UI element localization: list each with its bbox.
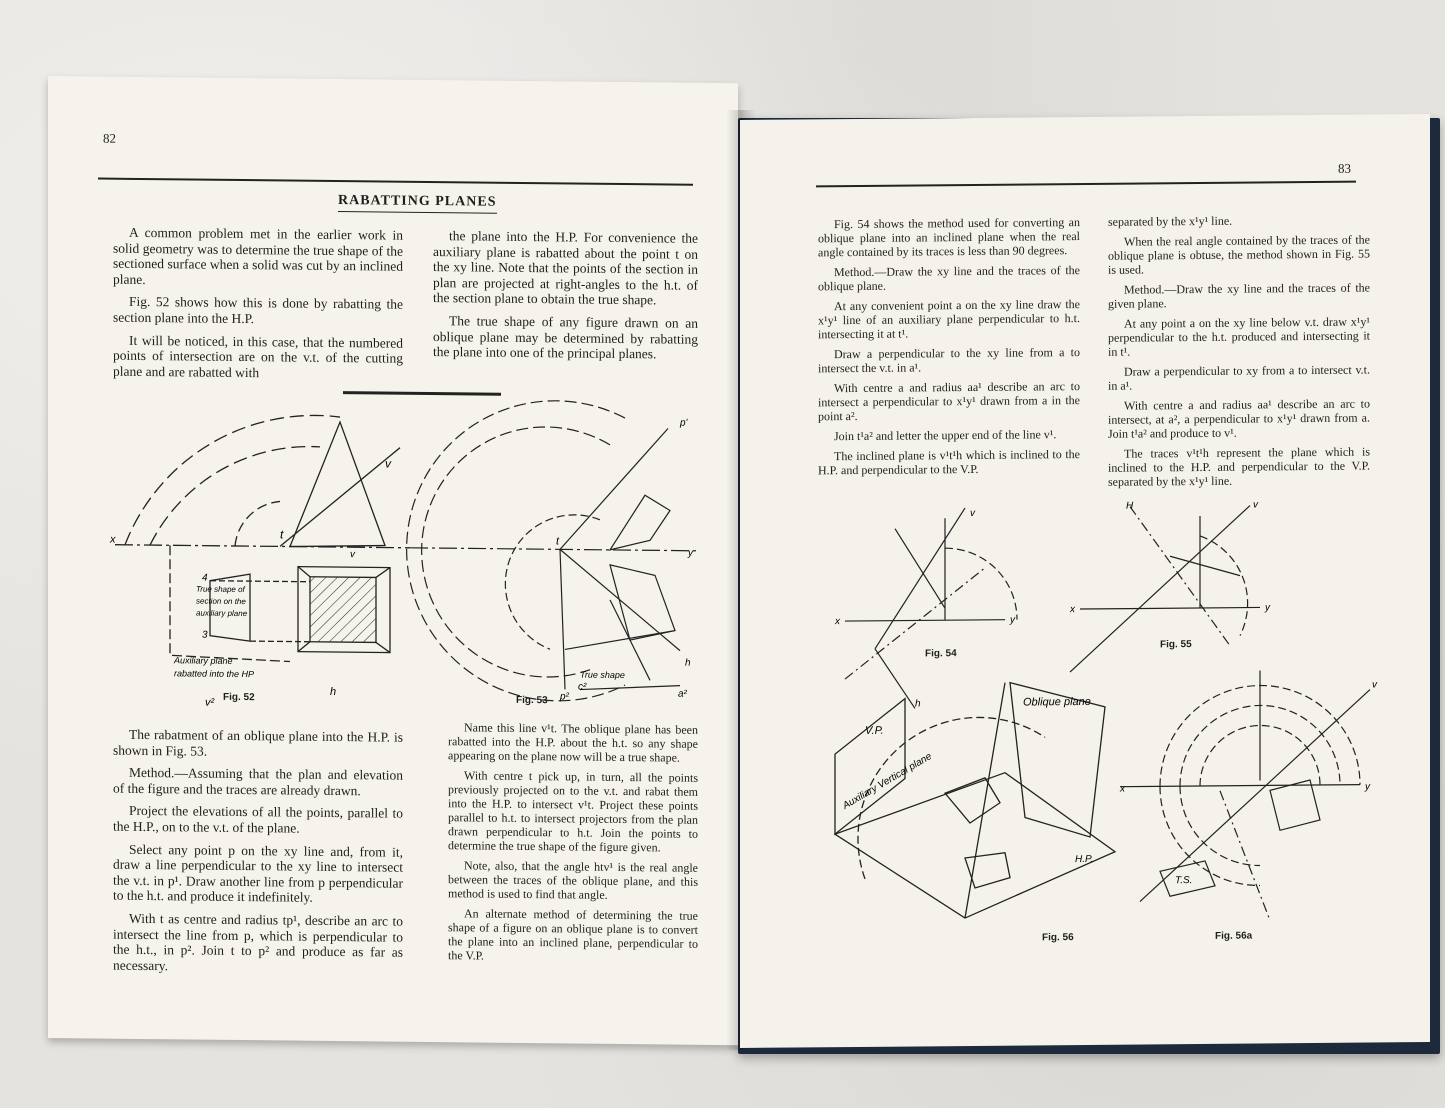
svg-text:y: y	[1365, 781, 1370, 793]
right-col1	[818, 215, 1080, 483]
left-page	[48, 76, 738, 1045]
svg-text:x: x	[835, 616, 840, 628]
paragraph: A common problem met in the earlier work in solid geometry was to determine the true shape of the sectioned surface when a solid was cut by an inclined plane.	[113, 224, 403, 287]
label-hp: H.P.	[1075, 853, 1094, 866]
label-oblique-plane: Oblique plane	[1023, 695, 1091, 709]
label-true-shape: True shape of	[196, 584, 245, 595]
svg-text:a²: a²	[678, 688, 687, 700]
paragraph: The rabatment of an oblique plane into the H.P. is shown in Fig. 53.	[113, 726, 403, 759]
svg-text:v²: v²	[205, 696, 215, 709]
paragraph: With centre t pick up, in turn, all the points previously projected on to the v.t. and rabat them into the H.P. to intersect v¹t. Project these points parallel to h.t. to intersect projectors from the plan drawn perpendicular to h.t. Join the points to determine the true shape of the figure given.	[448, 768, 698, 855]
paragraph: With centre a and radius aa¹ describe an arc to intersect, at a², a perpendicular to x¹y¹ drawn from a. Join t¹a² and produce to v¹.	[1108, 396, 1370, 441]
svg-text:h: h	[330, 685, 337, 699]
paragraph: Draw a perpendicular to xy from a to intersect v.t. in a¹.	[1108, 362, 1370, 393]
svg-text:p': p'	[680, 417, 688, 429]
svg-text:v: v	[970, 507, 975, 519]
svg-text:4: 4	[202, 572, 208, 584]
svg-text:3: 3	[202, 629, 208, 641]
paragraph: Fig. 52 shows how this is done by rabatting the section plane into the H.P.	[113, 294, 403, 327]
svg-text:p²: p²	[560, 691, 569, 703]
svg-text:section on the: section on the	[196, 596, 246, 607]
figure-56	[825, 677, 1125, 950]
right-page	[740, 114, 1430, 1048]
paragraph: When the real angle contained by the traces of the oblique plane is obtuse, the method shown in Fig. 55 is used.	[1108, 232, 1370, 277]
svg-text:x: x	[110, 533, 116, 546]
paragraph: With centre a and radius aa¹ describe an arc to intersect a perpendicular to x¹y¹ drawn from a in the point a².	[818, 379, 1080, 424]
svg-text:y: y	[1265, 602, 1270, 614]
left-col2-top	[433, 228, 698, 370]
svg-text:x: x	[1120, 783, 1125, 795]
left-col1-top	[113, 225, 403, 389]
section-rule	[343, 391, 501, 396]
svg-text:rabatted into the HP: rabatted into the HP	[174, 668, 255, 680]
svg-text:auxiliary plane: auxiliary plane	[196, 608, 248, 619]
figure-56a	[1120, 669, 1390, 941]
fig55-caption: Fig. 55	[1160, 639, 1192, 651]
paragraph: The true shape of any figure drawn on an oblique plane may be determined by rabatting the plane into one of the principal planes.	[433, 313, 698, 362]
fig54-caption: Fig. 54	[925, 648, 957, 660]
page-number-left: 82	[103, 130, 116, 146]
svg-text:v: v	[1253, 499, 1258, 511]
svg-text:y: y	[1010, 614, 1015, 626]
label-true-shape-53: True shape	[580, 669, 625, 681]
label-vp: V.P.	[865, 724, 884, 737]
paragraph: With t as centre and radius tp¹, describe an arc to intersect the line from p, which is perpendicular to the h.t., in p². Join t to p² and produce as far as necessary.	[113, 910, 403, 973]
left-col2-bottom	[448, 720, 698, 971]
svg-text:y: y	[688, 547, 693, 559]
fig53-caption: Fig. 53	[516, 694, 548, 707]
paragraph: Project the elevations of all the points, parallel to the H.P., on to the v.t. of the plane.	[113, 803, 403, 836]
label-ts: T.S.	[1175, 875, 1193, 887]
fig52-caption: Fig. 52	[223, 691, 255, 704]
paragraph: At any point a on the xy line below v.t. draw x¹y¹ perpendicular to the h.t. produced and intersecting it in t¹.	[1108, 314, 1370, 359]
paragraph: It will be noticed, in this case, that the numbered points of intersection are on the v.t. of the cutting plane and are rabatted with	[113, 332, 403, 380]
paragraph: Join t¹a² and letter the upper end of the line v¹.	[834, 427, 1057, 444]
left-col1-bottom	[113, 727, 403, 983]
paragraph: Method.—Assuming that the plan and elevation of the figure and the traces are already drawn.	[113, 765, 403, 799]
paragraph: An alternate method of determining the true shape of a figure on an oblique plane is to convert the plane into an inclined plane, perpendicular to the V.P.	[448, 906, 698, 963]
svg-text:v: v	[350, 549, 355, 561]
svg-text:h: h	[685, 657, 691, 669]
label-aux-plane: Auxiliary plane	[174, 655, 233, 666]
paragraph: The inclined plane is v¹t¹h which is inclined to the H.P. and perpendicular to the V.P.	[818, 447, 1080, 478]
paragraph: the plane into the H.P. For convenience the auxiliary plane is rabatted about the point t on the xy line. Note that the points of the section in plan are projected at right-angles to the h.t. of the section plane to obtain the true shape.	[433, 228, 698, 308]
page-heading: RABATTING PLANES	[338, 193, 497, 214]
svg-text:x: x	[1070, 604, 1075, 616]
paragraph: separated by the x¹y¹ line.	[1108, 213, 1233, 229]
paragraph: Draw a perpendicular to the xy line from a to intersect the v.t. in a¹.	[818, 345, 1080, 376]
fig56-caption: Fig. 56	[1042, 932, 1074, 944]
paragraph: Name this line v¹t. The oblique plane has been rabatted into the H.P. about the h.t. so any shape appearing on the plane now will be a true shape.	[448, 720, 698, 765]
header-rule-left	[98, 178, 693, 186]
page-number-right: 83	[1338, 160, 1351, 176]
header-rule-right	[816, 181, 1356, 187]
right-col2	[1108, 213, 1370, 495]
figure-52	[110, 395, 410, 709]
figure-53	[410, 398, 700, 701]
paragraph: Method.—Draw the xy line and the traces of the given plane.	[1108, 280, 1370, 311]
paragraph: Note, also, that the angle htv¹ is the real angle between the traces of the oblique plane, and this method is used to find that angle.	[448, 858, 698, 902]
paragraph: Fig. 54 shows the method used for converting an oblique plane into an inclined plane when the real angle contained by its traces is less than 90 degrees.	[818, 215, 1080, 260]
paragraph: At any convenient point a on the xy line draw the x¹y¹ line of an auxiliary plane perpendicular to h.t. intersecting it at t¹.	[818, 297, 1080, 342]
paragraph: Select any point p on the xy line and, from it, draw a line perpendicular to the xy line to intersect the v.t. in p¹. Draw another line from p perpendicular to the h.t. and produce it indefinitely.	[113, 841, 403, 906]
label-aux-vertical: Auxiliary Vertical plane	[841, 751, 934, 812]
svg-text:h: h	[915, 698, 921, 710]
svg-text:c²: c²	[578, 681, 587, 693]
svg-text:t: t	[556, 535, 560, 548]
svg-text:v: v	[385, 456, 391, 471]
fig56a-caption: Fig. 56a	[1215, 930, 1253, 942]
svg-text:H: H	[1126, 500, 1134, 512]
paragraph: Method.—Draw the xy line and the traces of the oblique plane.	[818, 263, 1080, 294]
svg-text:v: v	[1372, 679, 1377, 691]
paragraph: The traces v¹t¹h represent the plane which is inclined to the H.P. and perpendicular to the V.P. separated by the x¹y¹ line.	[1108, 444, 1370, 489]
svg-text:t: t	[280, 527, 284, 542]
